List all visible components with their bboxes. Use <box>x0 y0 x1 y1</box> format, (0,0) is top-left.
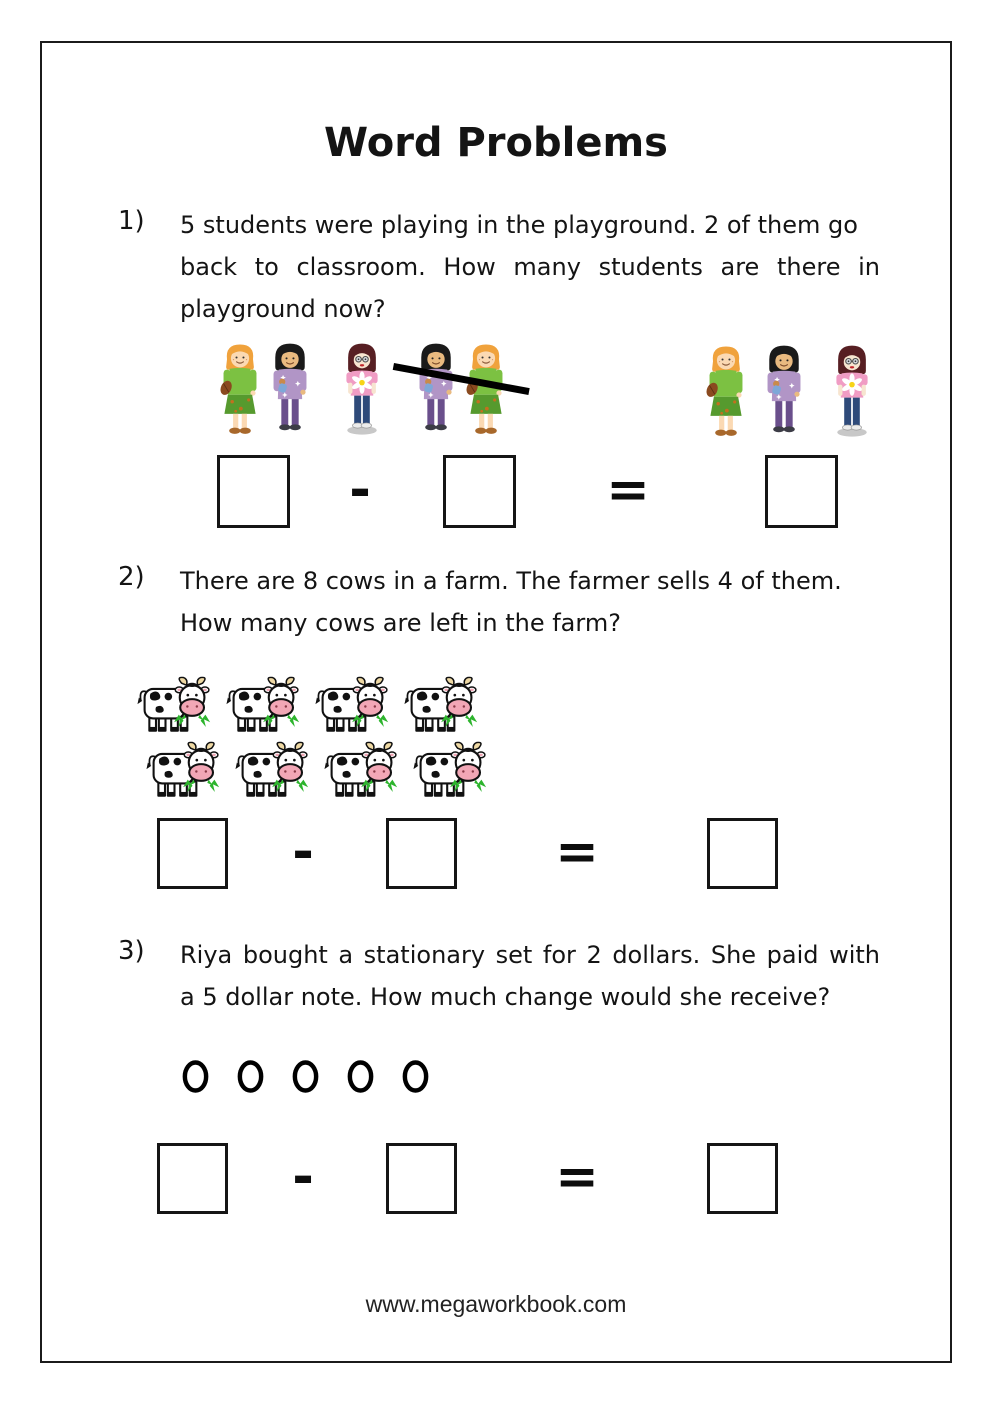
cow-icon <box>137 676 213 738</box>
girl-purple-icon <box>758 336 810 448</box>
minus-operator: - <box>349 460 371 520</box>
cow-icon <box>413 741 489 803</box>
answer-box-1c[interactable] <box>765 455 838 528</box>
problem-2-number: 2) <box>118 562 145 592</box>
problem-1-text <box>180 204 880 330</box>
answer-box-2c[interactable] <box>707 818 778 889</box>
problem-2-line-1: There are 8 cows in a farm. The farmer sells 4 of them. <box>180 567 842 595</box>
problem-3-line-2: a 5 dollar note. How much change would she receive? <box>180 983 831 1011</box>
answer-box-3c[interactable] <box>707 1143 778 1214</box>
cow-icon <box>315 676 391 738</box>
girl-pink-icon <box>336 334 388 446</box>
oval-icon <box>236 1058 265 1095</box>
problem-3-line-1: Riya bought a stationary set for 2 dollars. She paid with <box>180 941 880 969</box>
cow-icon <box>146 741 222 803</box>
answer-box-3b[interactable] <box>386 1143 457 1214</box>
cow-icon <box>235 741 311 803</box>
cow-icon <box>226 676 302 738</box>
girl-purple-icon <box>264 334 316 446</box>
problem-3-text <box>180 934 880 1018</box>
minus-operator: - <box>292 822 314 882</box>
girl-pink-icon <box>826 336 878 448</box>
problem-1-line-2: back to classroom. How many students are there in <box>180 253 880 281</box>
oval-icon <box>401 1058 430 1095</box>
girl-green-icon <box>214 334 266 446</box>
answer-box-3a[interactable] <box>157 1143 228 1214</box>
cows-row-2 <box>146 741 489 803</box>
students-group-left <box>214 334 512 446</box>
oval-icon <box>181 1058 210 1095</box>
equation-row-2 <box>0 818 992 889</box>
problem-1-line-1: 5 students were playing in the playground. 2 of them go <box>180 211 858 239</box>
problem-1-line-3: playground now? <box>180 295 386 323</box>
answer-box-1a[interactable] <box>217 455 290 528</box>
minus-operator: - <box>292 1147 314 1207</box>
answer-box-2a[interactable] <box>157 818 228 889</box>
problem-3-number: 3) <box>118 936 145 966</box>
cows-row-1 <box>137 676 480 738</box>
problem-2-text <box>180 560 880 644</box>
problem-1-number: 1) <box>118 206 145 236</box>
equation-row-1 <box>0 455 992 528</box>
equals-operator: = <box>555 822 599 882</box>
girl-purple-icon <box>410 334 462 446</box>
dollar-ovals-row <box>181 1058 430 1095</box>
equals-operator: = <box>555 1147 599 1207</box>
page-title: Word Problems <box>324 120 668 166</box>
answer-box-1b[interactable] <box>443 455 516 528</box>
equation-row-3 <box>0 1143 992 1214</box>
equals-operator: = <box>606 460 650 520</box>
cow-icon <box>324 741 400 803</box>
students-group-right <box>700 336 878 448</box>
girl-green-icon <box>700 336 752 448</box>
cow-icon <box>404 676 480 738</box>
problem-2-line-2: How many cows are left in the farm? <box>180 609 621 637</box>
oval-icon <box>291 1058 320 1095</box>
answer-box-2b[interactable] <box>386 818 457 889</box>
oval-icon <box>346 1058 375 1095</box>
website-url: www.megaworkbook.com <box>365 1291 627 1317</box>
